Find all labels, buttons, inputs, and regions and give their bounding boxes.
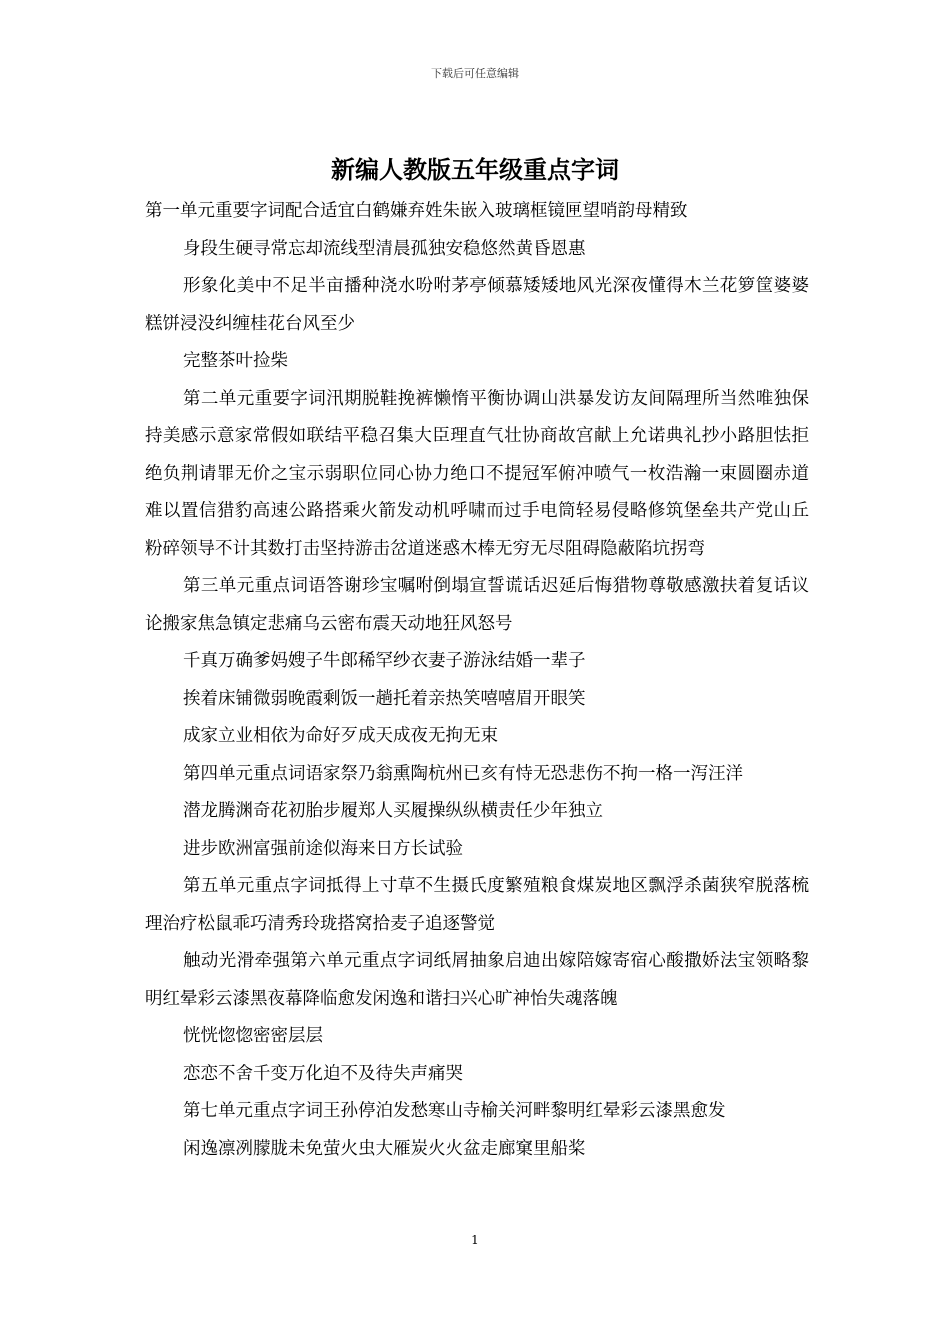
paragraph: 潜龙腾渊奇花初胎步履郑人买履操纵纵横责任少年独立 [183, 801, 603, 821]
paragraph: 第七单元重点字词王孙停泊发愁寒山寺榆关河畔黎明红晕彩云漆黑愈发 [183, 1101, 726, 1121]
page-number: 1 [471, 1233, 479, 1247]
paragraph: 挨着床铺微弱晚霞剩饭一趟托着亲热笑嘻嘻眉开眼笑 [183, 688, 586, 709]
page-footer [0, 1232, 950, 1248]
paragraph: 千真万确爹妈嫂子牛郎稀罕纱衣妻子游泳结婚一辈子 [183, 651, 586, 671]
paragraph: 形象化美中不足半亩播种浇水吩咐茅亭倾慕矮矮地风光深夜懂得木兰花箩筐婆婆糕饼浸没纠缠桂花台风至少 [145, 276, 809, 334]
paragraph: 完整茶叶捡柴 [183, 351, 288, 371]
header-text: 下载后可任意编辑 [431, 67, 519, 80]
document-body [145, 193, 809, 1168]
paragraph: 成家立业相依为命好歹成天成夜无拘无束 [183, 726, 498, 746]
paragraph: 身段生硬寻常忘却流线型清晨孤独安稳悠然黄昏恩惠 [183, 238, 586, 259]
paragraph: 第一单元重要字词配合适宜白鹤嫌弃姓朱嵌入玻璃框镜匣望哨韵母精致 [145, 201, 688, 221]
paragraph: 第三单元重点词语答谢珍宝嘱咐倒塌宣誓谎话迟延后悔猎物尊敬感激扶着复话议论搬家焦急镇定悲痛乌云密布震天动地狂风怒号 [145, 576, 809, 634]
paragraph: 恍恍惚惚密密层层 [183, 1026, 323, 1046]
paragraph: 第二单元重要字词汛期脱鞋挽裤懒惰平衡协调山洪暴发访友间隔理所当然唯独保持美感示意家常假如联结平稳召集大臣理直气壮协商故宫献上允诺典礼抄小路胆怯拒绝负荆请罪无价之宝示弱职位同心协力绝口不提冠军俯冲喷气一枚浩瀚一束圆圈赤道难以置信猎豹高速公路搭乘火箭发动机呼啸而过手电筒轻易侵略修筑堡垒共产党山丘粉碎领导不计其数打击坚持游击岔道迷惑木棒无穷无尽阻碍隐蔽陷坑拐弯 [145, 388, 809, 559]
paragraph: 第四单元重点词语家祭乃翁熏陶杭州已亥有恃无恐悲伤不拘一格一泻汪洋 [183, 763, 743, 784]
paragraph: 第五单元重点字词抵得上寸草不生摄氏度繁殖粮食煤炭地区飘浮杀菌狭窄脱落梳理治疗松鼠乖巧清秀玲珑搭窝拾麦子追逐警觉 [145, 876, 809, 934]
page-header [0, 66, 950, 82]
document-title: 新编人教版五年级重点字词 [331, 155, 619, 184]
paragraph: 触动光滑牵强第六单元重点字词纸屑抽象启迪出嫁陪嫁寄宿心酸撒娇法宝领略黎明红晕彩云漆黑夜幕降临愈发闲逸和谐扫兴心旷神怡失魂落魄 [145, 951, 809, 1009]
paragraph: 恋恋不舍千变万化迫不及待失声痛哭 [183, 1063, 463, 1084]
paragraph: 闲逸凛冽朦胧未免萤火虫大雁炭火火盆走廊窠里船桨 [183, 1138, 586, 1159]
paragraph: 进步欧洲富强前途似海来日方长试验 [183, 838, 463, 859]
